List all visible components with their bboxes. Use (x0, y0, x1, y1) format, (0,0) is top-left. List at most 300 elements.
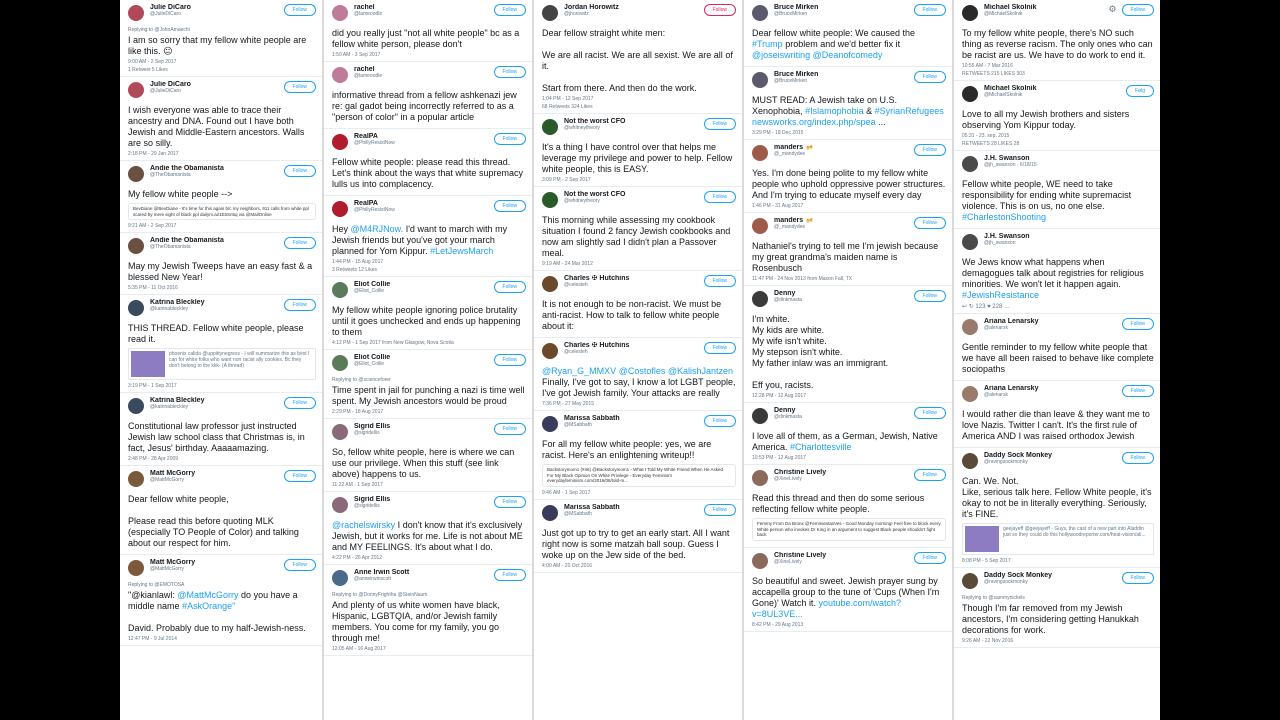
avatar[interactable] (332, 570, 348, 586)
tweet-header (542, 342, 736, 364)
avatar[interactable] (332, 424, 348, 440)
tweet-header (128, 4, 316, 26)
user-block (354, 423, 494, 436)
avatar[interactable] (542, 416, 558, 432)
avatar[interactable] (128, 560, 144, 576)
user-block (984, 85, 1126, 98)
user-handle: @katrinableckley (150, 404, 189, 410)
tweet-link[interactable]: #SyrianRefugees (874, 106, 944, 116)
follow-button[interactable]: Follow (284, 559, 316, 571)
tweet-timestamp: 9:21 AM - 2 Sep 2017 (128, 223, 177, 229)
tweet-link[interactable]: #AskOrange" (182, 601, 236, 611)
user-block (774, 469, 914, 482)
quoted-tweet[interactable]: BevDiane @BevDiane - It's time for this again b/c my neighbors, 911 calls from white ppl scared by mere sight of black ppl dailym.ai/1E5Sn5q via @MailOnline (128, 203, 316, 220)
quoted-tweet[interactable]: Backstorymom1 (#46) @Backstorymom1 - What I Told My White Friend When He Asked For My Black Opinion On White Privilege - Everyday Feminism everydayfeminism.com/2016/08/told-m... (542, 464, 736, 487)
tweet-card (324, 62, 532, 129)
tweet-header (332, 569, 526, 591)
follow-button[interactable]: Follow (704, 504, 736, 516)
follow-button[interactable]: Follow (914, 217, 946, 229)
tweet-card (744, 548, 952, 632)
tweet-text: I wish everyone was able to trace their ancestry and DNA. Found out I have both Jewish and Middle-Eastern ancestors. Walls are so silly. (128, 105, 305, 148)
avatar[interactable] (962, 453, 978, 469)
user-name[interactable]: RealPA (354, 200, 378, 207)
user-name[interactable]: Not the worst CFO (564, 118, 626, 125)
user-name[interactable]: Denny (774, 290, 796, 297)
follow-button[interactable]: Follow (914, 4, 946, 16)
tweet-link[interactable]: @MattMcGorry (177, 590, 239, 600)
tweet-card (120, 295, 322, 393)
tweet-link[interactable]: #Islamophobia (805, 106, 864, 116)
follow-button[interactable]: Follow (704, 118, 736, 130)
tweet-header (752, 407, 946, 429)
tweet-header (128, 559, 316, 581)
avatar[interactable] (542, 192, 558, 208)
tweet-header (962, 452, 1154, 474)
follow-button[interactable]: Follow (704, 342, 736, 354)
tweet-card (324, 565, 532, 656)
user-handle: @dinkmasta (774, 414, 802, 420)
user-name[interactable]: Katrina Bleckley (150, 299, 205, 306)
user-block (774, 4, 914, 17)
tweet-link[interactable]: @Ryan_G_MMXV (542, 366, 617, 376)
tweet-link[interactable]: @M4RJNow. (350, 224, 404, 234)
user-handle: @JulieDiCaro (150, 11, 181, 17)
user-name[interactable]: Marissa Sabbath (564, 415, 620, 422)
avatar[interactable] (752, 145, 768, 161)
media-card[interactable] (962, 523, 1154, 555)
tweet-card (534, 114, 742, 187)
user-block (984, 318, 1122, 331)
tweet-header (332, 66, 526, 88)
tweet-link[interactable]: #Charlottesville (790, 442, 852, 452)
user-block (354, 569, 494, 582)
user-name[interactable]: RealPA (354, 133, 378, 140)
tweet-card (954, 229, 1160, 314)
tweet-text: I would rather die than leave & they want me to love Nazis. Twitter I can't. It's the first rule of America AND I was raised orthodox Jewish (962, 409, 1150, 441)
follow-button[interactable]: Follow (494, 200, 526, 212)
avatar[interactable] (752, 553, 768, 569)
tweet-timestamp: 10:53 PM - 12 Aug 2017 (752, 455, 806, 461)
tweet-timestamp: 7:36 PM - 27 May 2015 (542, 401, 594, 407)
user-block (354, 4, 494, 17)
user-handle: @MattMcGorry (150, 566, 184, 572)
user-name[interactable]: Sigrid Ellis (354, 496, 391, 503)
avatar[interactable] (752, 5, 768, 21)
user-block (150, 299, 284, 312)
tweet-card (954, 448, 1160, 568)
avatar[interactable] (542, 5, 558, 21)
user-name[interactable]: Katrina Bleckley (150, 397, 205, 404)
user-name[interactable]: Bruce Mirken (774, 71, 819, 78)
user-name[interactable]: rachel (354, 66, 375, 73)
user-handle: @TheObamanista (150, 172, 191, 178)
avatar[interactable] (332, 201, 348, 217)
user-block (354, 354, 494, 367)
follow-button[interactable]: Follow (704, 275, 736, 287)
avatar[interactable] (542, 343, 558, 359)
user-name[interactable]: J.H. Swanson (984, 233, 1030, 240)
follow-button[interactable]: Follow (494, 4, 526, 16)
avatar[interactable] (332, 497, 348, 513)
avatar[interactable] (542, 505, 558, 521)
avatar[interactable] (128, 300, 144, 316)
tweet-timestamp: 2:18 PM - 29 Jan 2017 (128, 151, 179, 157)
avatar[interactable] (962, 386, 978, 402)
user-handle: @Eliot_Collie (354, 288, 385, 294)
tweet-actions[interactable]: ↩ ↻ 123 ♥ 228 … (962, 304, 1010, 310)
tweet-timestamp: 1:44 PM - 15 Aug 2017 (332, 259, 384, 265)
follow-button[interactable]: Follow (284, 4, 316, 16)
user-handle: @whitneytheory (564, 198, 600, 204)
user-block (564, 191, 704, 204)
tweet-text: Dear fellow white people, Please read this before quoting MLK (especially TO People of Color) and talking about our respect for him. (128, 494, 299, 548)
tweet-card (324, 419, 532, 492)
tweet-card (534, 411, 742, 500)
user-handle: @alenarsk (984, 392, 1008, 398)
tweet-header (542, 504, 736, 526)
follow-button[interactable]: Follow (914, 290, 946, 302)
user-name[interactable]: Not the worst CFO (564, 191, 626, 198)
follow-button[interactable]: Follow (494, 133, 526, 145)
avatar[interactable] (752, 408, 768, 424)
follow-button[interactable]: Follow (494, 569, 526, 581)
user-block (564, 342, 704, 355)
user-name[interactable]: Jordan Horowitz (564, 4, 619, 11)
tweet-text: informative thread from a fellow ashkenazi jew re: gal gadot being incorrectly referred to as a "person of color" in a popular article (332, 90, 517, 122)
replying-to: Replying to @JohnAmaechi (128, 27, 190, 33)
user-name[interactable]: Sigrid Ellis (354, 423, 391, 430)
avatar[interactable] (128, 398, 144, 414)
user-block (150, 470, 284, 483)
avatar[interactable] (752, 218, 768, 234)
tweet-text: So beautiful and sweet. Jewish prayer sung by accapella group to the tune of 'Cups (When I'm Gone)' Watch it. youtube.com/watch?v=8UL3VE... (752, 575, 940, 619)
tweet-timestamp: 2:29 PM - 18 Aug 2017 (332, 409, 384, 415)
tweet-timestamp: 10:55 AM - 7 Mar 2016 (962, 63, 1013, 69)
tweet-card (744, 0, 952, 67)
follow-button[interactable]: Follow (914, 407, 946, 419)
user-name[interactable]: Daddy Sock Monkey (984, 452, 1053, 459)
avatar[interactable] (332, 355, 348, 371)
tweet-text: Constitutional law professor just instructed Jewish law school class that Christmas is, in fact, Jesus' birthday. Aaaaamazing. (128, 421, 305, 453)
tweet-card (324, 129, 532, 196)
tweet-card (954, 568, 1160, 648)
tweet-link[interactable]: @joseiswriting (752, 50, 811, 60)
follow-button[interactable]: Follow (1122, 4, 1154, 16)
avatar[interactable] (752, 72, 768, 88)
tweet-header (962, 155, 1154, 177)
follow-button[interactable]: Follow (494, 354, 526, 366)
media-thumbnail (965, 526, 999, 552)
follow-button[interactable]: Follow (704, 415, 736, 427)
user-handle: @lameoodle (354, 73, 383, 79)
tweet-header (962, 85, 1154, 107)
follow-button[interactable]: Follow (494, 66, 526, 78)
tweet-text: Read this thread and then do some serious reflecting fellow white people. (752, 493, 925, 514)
tweet-text: @Ryan_G_MMXV @Costofles @KalishJantzen Finally, I've got to say, I know a lot LGBT people, I've got Jewish family. Your attacks are really (542, 366, 736, 398)
tweet-card (744, 140, 952, 213)
tweet-header (752, 290, 946, 312)
user-name[interactable]: Charles ✠ Hutchins (564, 342, 630, 349)
user-name[interactable]: Bruce Mirken (774, 4, 819, 11)
user-handle: @jh_swanson (984, 240, 1016, 246)
tweet-timestamp: 3:19 PM - 1 Sep 2017 (128, 383, 177, 389)
tweet-header (542, 118, 736, 140)
tweet-text: For all my fellow white people: yes, we are racist. Here's an enlightening writeup!! (542, 439, 712, 460)
tweet-timestamp: 4:22 PM - 26 Apr 2012 (332, 555, 383, 561)
follow-button[interactable]: Follow (914, 469, 946, 481)
user-block (150, 237, 284, 250)
user-block (564, 275, 704, 288)
tweet-card (120, 393, 322, 466)
tweet-text: Dear fellow white people: We caused the #Trump problem and we'd better fix it @joseiswriting @Deanofcomedy (752, 28, 916, 60)
user-handle: @celesteh (564, 349, 588, 355)
user-block (774, 290, 914, 303)
user-block (354, 66, 494, 79)
quoted-tweet[interactable]: Femmy From Da Bronx @FemmiestasVes - Good Monday morning! Feel free to block every White person who invokes Dr King in an argument to suggest Black people shouldn't fight back (752, 518, 946, 541)
tweet-text: Just got up to try to get an early start. All I want right now is some matzah ball soup. Guess I woke up on the Jew side of the bed. (542, 527, 730, 560)
tweet-header (752, 217, 946, 239)
user-handle: @BruceMirken (774, 11, 808, 17)
user-block (984, 452, 1122, 465)
tweet-timestamp: 11:47 PM - 24 Nov 2013 from Mason Fall, TX (752, 276, 853, 282)
media-card[interactable] (128, 348, 316, 380)
tweet-text: Fellow white people: please read this thread. Let's think about the ways that white supremacy lulls us into complacency. (332, 157, 523, 189)
user-handle: @MSabbath (564, 422, 592, 428)
user-block (354, 496, 494, 509)
user-handle: @BruceMirken (774, 78, 808, 84)
avatar[interactable] (962, 5, 978, 21)
follow-button[interactable]: Follow (284, 397, 316, 409)
tweet-link[interactable]: newsworks.org/index.php/spea (752, 117, 876, 127)
follow-button[interactable]: Follow (914, 552, 946, 564)
tweet-card (120, 466, 322, 555)
user-name[interactable]: Andie the Obamanista (150, 237, 224, 244)
tweet-header (962, 4, 1154, 26)
user-handle: @alenarsk (984, 325, 1008, 331)
user-handle: @MattMcGorry (150, 477, 184, 483)
tweet-card (954, 381, 1160, 448)
tweet-header (962, 572, 1154, 594)
avatar[interactable] (752, 470, 768, 486)
user-name[interactable]: Eliot Collie (354, 281, 391, 288)
tweet-timestamp: 05:31 - 23. sep. 2015 (962, 133, 1010, 139)
gear-icon[interactable]: ⚙ (1108, 4, 1117, 14)
user-handle: @MSabbath (564, 510, 592, 517)
user-name[interactable]: Andie the Obamanista (150, 165, 224, 172)
tweet-text: Yes. I'm done being polite to my fellow white people who uphold oppressive power structures. And I'm trying to educate myself every day (752, 168, 946, 200)
tweet-header (332, 423, 526, 445)
tweet-text: Nathaniel's trying to tell me I'm jewish because my great grandma's maiden name is Rosenbusch (752, 241, 939, 273)
user-name[interactable]: Julie DiCaro (150, 81, 191, 88)
follow-button[interactable]: Follow (494, 496, 526, 508)
avatar[interactable] (962, 86, 978, 102)
avatar[interactable] (752, 291, 768, 307)
tweet-header (962, 233, 1154, 255)
tweet-link[interactable]: #CharlestonShooting (962, 212, 1047, 222)
user-block (354, 200, 494, 213)
follow-button[interactable]: Follow (704, 4, 736, 16)
user-name[interactable]: Michael Skolnik (984, 85, 1037, 92)
user-name[interactable]: Ariana Lenarsky (984, 385, 1039, 392)
user-name[interactable]: Charles ✠ Hutchins (564, 275, 630, 282)
tweet-link[interactable]: @Deanofcomedy (812, 50, 883, 60)
user-name[interactable]: manders 🍻 (774, 217, 814, 224)
tweet-text: We Jews know what happens when demagogues talk about registries for religious minorities. We won't let it happen again. #JewishResistance (962, 257, 1144, 300)
avatar[interactable] (332, 134, 348, 150)
tweet-card (120, 233, 322, 295)
tweet-link[interactable]: #JewishResistance (962, 290, 1040, 300)
follow-button[interactable]: Følg (1126, 85, 1154, 97)
avatar[interactable] (962, 234, 978, 250)
avatar[interactable] (128, 5, 144, 21)
follow-button[interactable]: Follow (1122, 452, 1154, 464)
user-block (984, 572, 1122, 585)
user-name[interactable]: Matt McGorry (150, 470, 196, 477)
tweet-text: It is not enough to be non-racist. We must be anti-racist. How to talk to fellow white people about it: (542, 299, 722, 331)
avatar[interactable] (962, 319, 978, 335)
user-handle: @dinkmasta (774, 297, 802, 303)
user-handle: @sigridellis (354, 430, 380, 436)
avatar[interactable] (542, 276, 558, 292)
tweet-link[interactable]: @Costofles (618, 366, 666, 376)
follow-button[interactable]: Follow (284, 165, 316, 177)
user-name[interactable]: Julie DiCaro (150, 4, 191, 11)
tweet-card (744, 465, 952, 548)
tweet-stats: RETWEETS 215 LIKES 303 (962, 71, 1025, 77)
tweet-card (534, 271, 742, 338)
follow-button[interactable]: Follow (494, 423, 526, 435)
tweet-card (744, 213, 952, 286)
tweet-text: THIS THREAD. Fellow white people, please read it. (128, 323, 304, 344)
follow-button[interactable]: Follow (704, 191, 736, 203)
tweet-card (534, 338, 742, 411)
tweet-text: My fellow white people ignoring police brutality until it goes unchecked and ends up happening to them (332, 305, 521, 337)
tweet-header (332, 200, 526, 222)
follow-button[interactable]: Follow (914, 144, 946, 156)
avatar[interactable] (332, 282, 348, 298)
tweet-card (744, 67, 952, 140)
user-block (564, 4, 704, 17)
user-block (984, 4, 1108, 17)
follow-button[interactable]: Follow (1122, 318, 1154, 330)
user-name[interactable]: Ariana Lenarsky (984, 318, 1039, 325)
tweet-header (752, 144, 946, 166)
tweet-text: It's a thing I have control over that helps me leverage my privilege and power to help. Fellow white people, this is EASY. (542, 142, 733, 174)
follow-button[interactable]: Follow (914, 71, 946, 83)
follow-button[interactable]: Follow (284, 299, 316, 311)
avatar[interactable] (128, 238, 144, 254)
user-block (564, 504, 704, 517)
follow-button[interactable]: Follow (1122, 385, 1154, 397)
follow-button[interactable]: Follow (284, 470, 316, 482)
user-name[interactable]: Matt McGorry (150, 559, 196, 566)
replying-to: Replying to @sammynickels (962, 595, 1025, 601)
replying-to: Replying to @EMOTOSA (128, 582, 185, 588)
tweet-stats: 3 Retweets 12 Likes (332, 267, 378, 273)
user-name[interactable]: manders 🍻 (774, 144, 814, 151)
avatar[interactable] (332, 5, 348, 21)
avatar[interactable] (332, 67, 348, 83)
tweet-card (120, 0, 322, 77)
replying-to: Replying to @DonnyFrightha @SteinNaum (332, 592, 428, 598)
user-name[interactable]: Marissa Sabbath (564, 503, 620, 511)
user-handle: @jh_swanson · 6/18/15 (984, 162, 1037, 168)
avatar[interactable] (962, 573, 978, 589)
follow-button[interactable]: Follow (284, 237, 316, 249)
tweet-link[interactable]: youtube.com/watch?v=8UL3VE... (752, 597, 902, 619)
user-name[interactable]: Eliot Collie (354, 354, 391, 361)
tweet-text: I love all of them, as a German, Jewish, Native America. #Charlottesville (752, 431, 938, 452)
tweet-text: And plenty of us white women have black, Hispanic, LGBTQIA, and/or Jewish family members. You come for my family, you go through me! (332, 600, 500, 643)
follow-button[interactable]: Follow (1122, 572, 1154, 584)
user-handle: @katrinableckley (150, 306, 189, 312)
tweet-header (128, 299, 316, 321)
tweet-text: "@kianlawl: @MattMcGorry do you have a middle name #AskOrange" David. Probably due to my half-Jewish-ness. (128, 590, 306, 633)
avatar[interactable] (128, 166, 144, 182)
tweet-timestamp: 8:08 PM - 5 Sep 2017 (962, 558, 1011, 564)
tweet-card (954, 314, 1160, 381)
tweet-link[interactable]: @KalishJantzen (667, 366, 734, 376)
tweet-card (324, 196, 532, 277)
column-4 (744, 0, 952, 720)
tweet-text: Fellow white people, WE need to take responsibility for ending white supremacist violence. This is on us, no one else. #CharlestonShooting (962, 179, 1132, 222)
tweet-header (332, 4, 526, 26)
user-name[interactable]: Denny (774, 407, 796, 414)
tweet-link[interactable]: #Trump (752, 39, 783, 49)
tweet-link[interactable]: @rachelswirsky (332, 520, 396, 530)
tweet-header (962, 318, 1154, 340)
user-name[interactable]: Michael Skolnik (984, 4, 1037, 11)
replying-to: Replying to @scienceforer (332, 377, 391, 383)
user-name[interactable]: rachel (354, 4, 375, 11)
user-block (774, 407, 914, 420)
tweet-header (962, 385, 1154, 407)
tweet-header (542, 4, 736, 26)
user-handle: @anneirwinscott (354, 576, 392, 582)
tweet-header (128, 397, 316, 419)
follow-button[interactable]: Follow (494, 281, 526, 293)
tweet-timestamp: 9:46 AM - 1 Sep 2017 (542, 489, 591, 496)
tweet-collage (120, 0, 1160, 720)
user-name[interactable]: Anne Irwin Scott (354, 569, 410, 576)
tweet-text: Dear fellow straight white men: We are all racist. We are all sexist. We are all of it. Start from there. And then do the work. (542, 28, 733, 93)
avatar[interactable] (962, 156, 978, 172)
tweet-timestamp: 12:05 AM - 16 Aug 2017 (332, 646, 386, 652)
avatar[interactable] (128, 82, 144, 98)
user-block (984, 155, 1154, 168)
tweet-timestamp: 2:48 PM - 28 Apr 2009 (128, 456, 179, 462)
user-name[interactable]: Daddy Sock Monkey (984, 572, 1053, 579)
tweet-text: This morning while assessing my cookbook situation I found 2 fancy Jewish cookbooks and now am slightly sad I didn't plan a Passover meal. (542, 215, 731, 258)
tweet-timestamp: 9:00 AM - 2 Sep 2017 (128, 59, 177, 65)
user-name[interactable]: J.H. Swanson (984, 155, 1030, 162)
tweet-text: Can. We. Not. Like, serious talk here. Fellow White people, it's okay to not be in literally everything. Seriously, it's FINE. (962, 476, 1152, 519)
user-handle: @JulieDiCaro (150, 88, 181, 94)
tweet-link[interactable]: #LetJewsMarch (430, 246, 494, 256)
avatar[interactable] (542, 119, 558, 135)
column-5 (954, 0, 1160, 720)
tweet-header (128, 470, 316, 492)
media-caption: phoenix calida @uppittynegress - I will summarize this as best I can for white folks who want non racist ally cookies. Bc they don't belong to the kkk- (A thread) (169, 351, 310, 369)
tweet-header (752, 552, 946, 574)
user-name[interactable]: Christine Lively (774, 469, 827, 476)
tweet-header (128, 81, 316, 103)
avatar[interactable] (128, 471, 144, 487)
tweet-timestamp: 11:22 AM - 1 Sep 2017 (332, 482, 383, 488)
follow-button[interactable]: Follow (284, 81, 316, 93)
user-name[interactable]: Christine Lively (774, 551, 827, 559)
tweet-header (128, 237, 316, 259)
